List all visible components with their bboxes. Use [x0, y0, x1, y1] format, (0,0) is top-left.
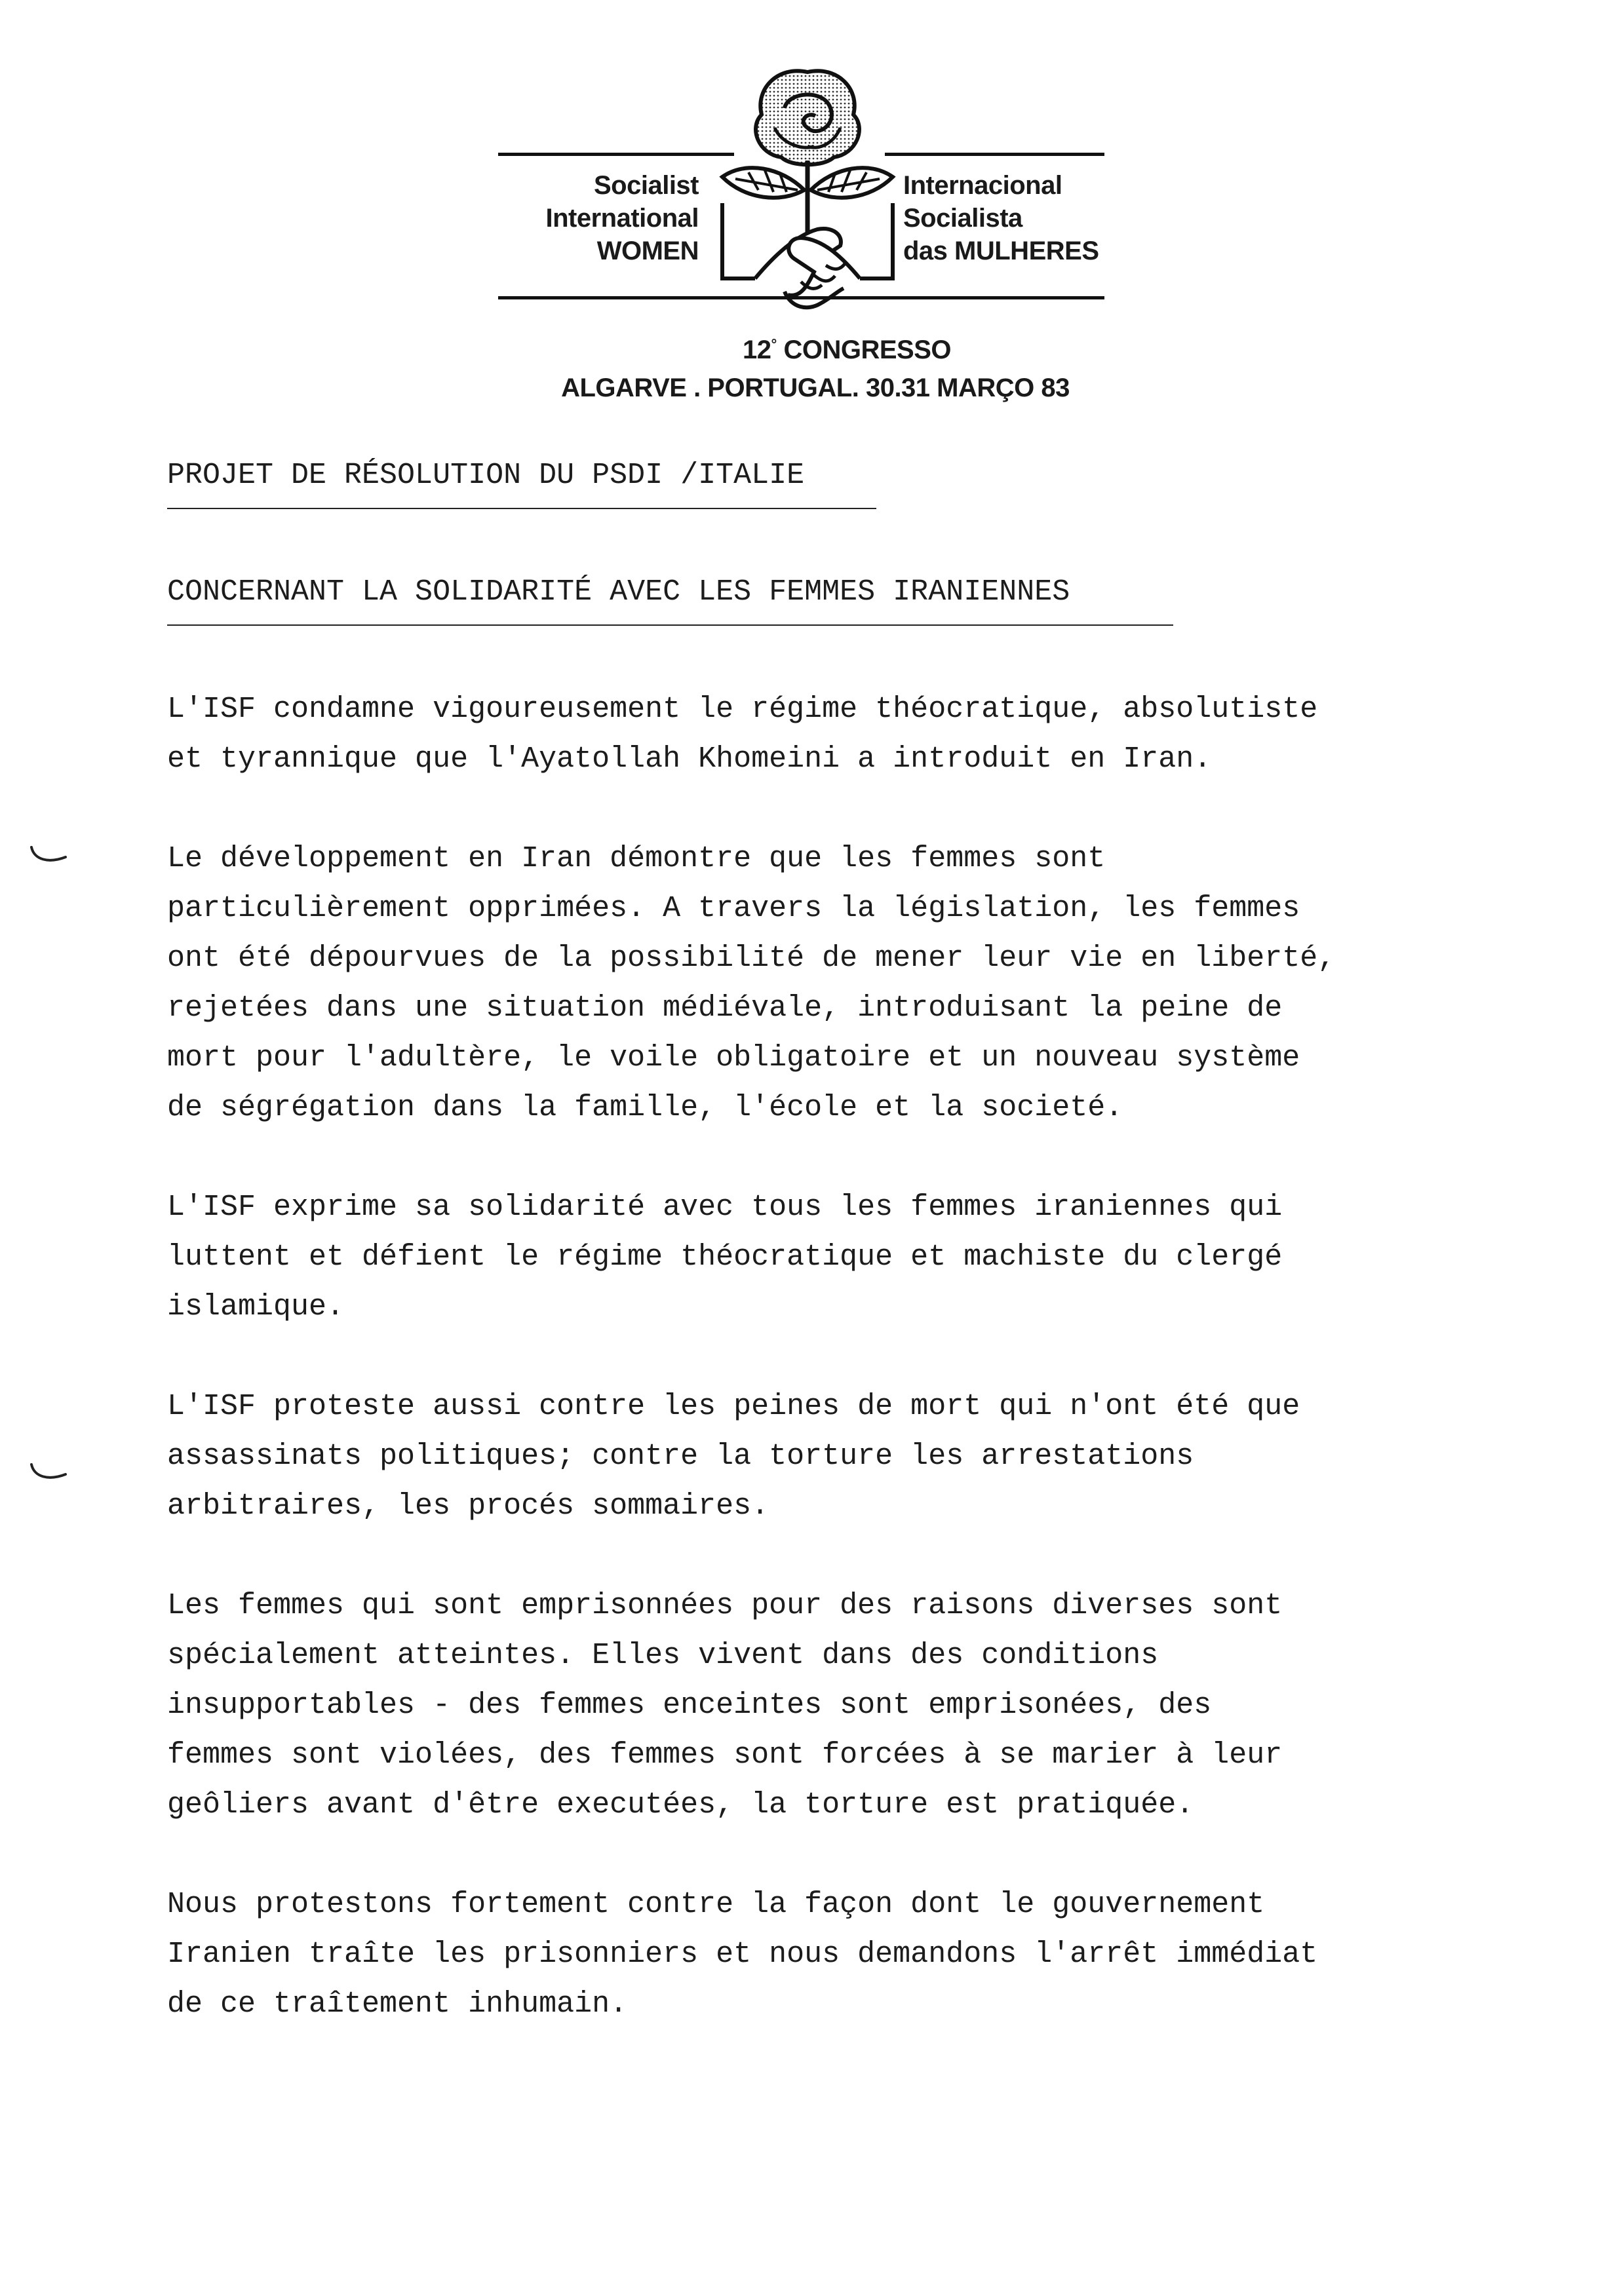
resolution-subject-underline	[167, 624, 1173, 626]
org-name-line: das MULHERES	[903, 237, 1099, 265]
paragraph-demand: Nous protestons fortement contre la façon dont le gouvernement Iranien traîte les prisonniers et nous demandons l'arrêt immédiat de ce traîtement inhumain.	[167, 1888, 1318, 2021]
congress-number: 12	[743, 335, 771, 364]
org-name-line: WOMEN	[596, 237, 699, 265]
letterhead	[0, 0, 1615, 432]
paragraph-protest: L'ISF proteste aussi contre les peines de mort qui n'ont été que assassinats politiques; contre la torture les arrestations arbitraires, les procés sommaires.	[167, 1390, 1300, 1523]
margin-pencil-mark	[29, 1463, 68, 1481]
margin-pencil-mark	[29, 845, 68, 864]
congress-degree-sign: °	[771, 335, 777, 353]
letterhead-rule-top-right	[885, 153, 1104, 156]
paragraph-condemnation: L'ISF condamne vigoureusement le régime théocratique, absolutiste et tyrannique que l'Ayatollah Khomeini a introduit en Iran.	[167, 693, 1318, 776]
resolution-subject: CONCERNANT LA SOLIDARITÉ AVEC LES FEMMES IRANIENNES	[167, 575, 1070, 609]
org-name-line: Internacional	[903, 171, 1062, 200]
org-name-line: Socialista	[903, 204, 1022, 233]
paragraph-solidarity: L'ISF exprime sa solidarité avec tous les femmes iraniennes qui luttent et défient le régime théocratique et machiste du clergé islamique.	[167, 1191, 1283, 1324]
paragraph-prisoners: Les femmes qui sont emprisonnées pour des raisons diverses sont spécialement atteintes. Elles vivent dans des conditions insupportables - des femmes enceintes sont emprisonées, des femmes sont violées, des femmes sont forcées à se marier à leur geôliers avant d'être executées, la torture est pratiquée.	[167, 1589, 1283, 1822]
resolution-body	[167, 685, 1544, 2079]
org-name-portuguese	[903, 169, 1099, 267]
paragraph-oppression: Le développement en Iran démontre que les femmes sont particulièrement opprimées. A travers la législation, les femmes ont été dépourvues de la possibilité de mener leur vie en liberté, rejetées dans une situation médiévale, introduisant la peine de mort pour l'adultère, le voile obligatoire et un nouveau système de ségrégation dans la famille, l'école et la societé.	[167, 842, 1336, 1124]
congress-word: CONGRESSO	[776, 335, 951, 364]
org-name-line: Socialist	[593, 171, 699, 200]
congress-location-date: ALGARVE . PORTUGAL. 30.31 MARÇO 83	[561, 373, 1070, 402]
rose-handshake-logo-icon	[709, 62, 906, 318]
org-name-english	[545, 169, 699, 267]
resolution-heading: PROJET DE RÉSOLUTION DU PSDI /ITALIE	[167, 459, 805, 492]
org-name-line: International	[545, 204, 699, 233]
congress-title	[39, 335, 1615, 365]
resolution-heading-underline	[167, 508, 876, 509]
letterhead-rule-top-left	[498, 153, 734, 156]
